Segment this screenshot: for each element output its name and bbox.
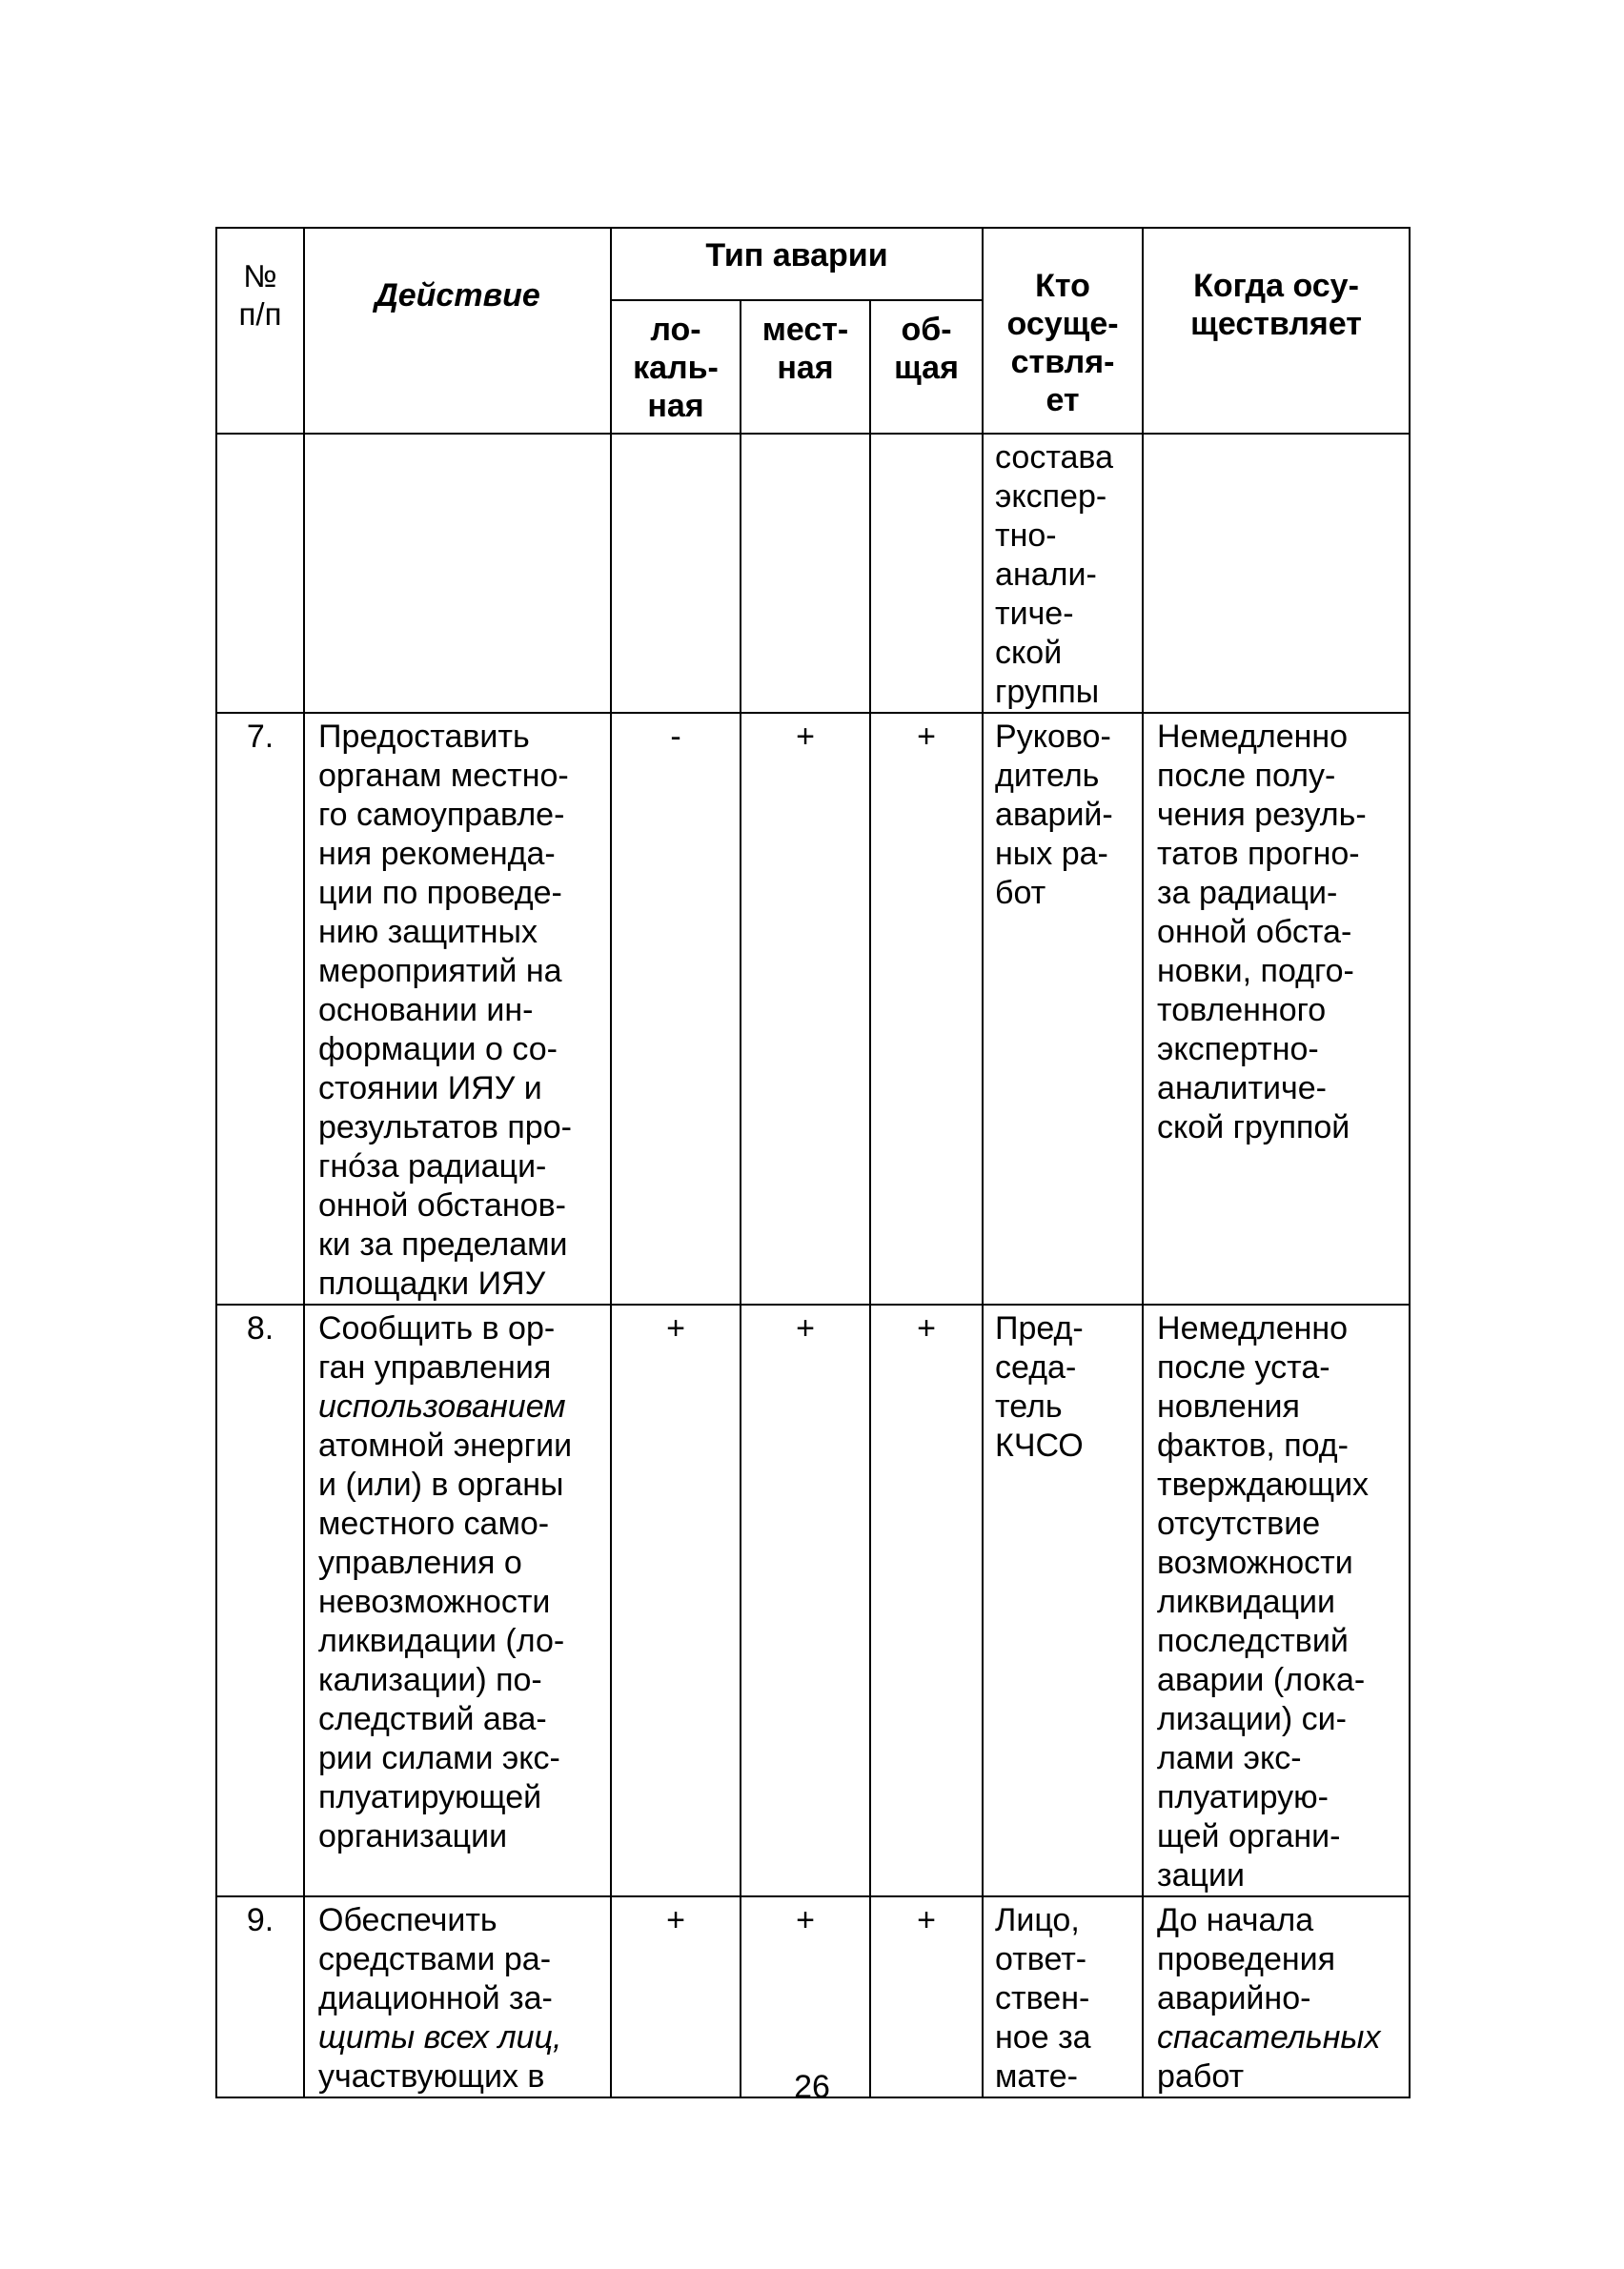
action-line-italic: щиты всех лиц, [318, 2019, 562, 2056]
action-line: кализации) по- [318, 1662, 542, 1698]
action-line: местного само- [318, 1506, 550, 1542]
who-cell: Лицо, ответ- ствен- ное за мате- [983, 1896, 1143, 2097]
action-cell: Предоставить органам местно- го самоуправле- ния рекоменда- ции по проведе- нию защитных мероприятий на основании ин- формации о со- стоянии ИЯУ и результатов про- гнóза радиаци- онной обстанов- ки за пределами площадки ИЯУ [304, 713, 611, 1305]
when-line: работ [1157, 2058, 1245, 2095]
local-cell [611, 434, 741, 713]
row-number-cell: 8. [216, 1305, 304, 1896]
action-line: невозможности [318, 1584, 551, 1620]
page-number: 26 [794, 2069, 830, 2105]
action-line: диационной за- [318, 1980, 553, 2016]
action-line: ликвидации (ло- [318, 1623, 565, 1659]
action-line: организации [318, 1818, 508, 1854]
action-line: и (или) в органы [318, 1467, 564, 1503]
row-number-cell [216, 434, 304, 713]
action-line: атомной энергии [318, 1428, 573, 1464]
action-cell [304, 434, 611, 713]
general-cell: + [870, 713, 983, 1305]
when-cell: Немедленно после уста- новления фактов, под- тверждающих отсутствие возможности ликвидации последствий аварии (лока- лизации) си- лами экс- плуатирую- щей органи- зации [1143, 1305, 1410, 1896]
action-line: ган управления [318, 1349, 552, 1386]
header-who: Кто осуще- ствля- ет [983, 228, 1143, 434]
header-num: № п/п [216, 228, 304, 434]
header-general: об- щая [870, 300, 983, 434]
general-cell: + [870, 1305, 983, 1896]
header-accident-type: Тип аварии [611, 228, 983, 300]
local-cell: - [611, 713, 741, 1305]
action-line: участвующих в [318, 2058, 545, 2095]
action-line: плуатирующей [318, 1779, 542, 1815]
action-cell [304, 1305, 611, 1896]
header-row-top [216, 228, 1410, 300]
general-cell: + [870, 1896, 983, 2097]
who-cell: Руково- дитель аварий- ных ра- бот [983, 713, 1143, 1305]
action-line: средствами ра- [318, 1941, 552, 1977]
action-line: следствий ава- [318, 1701, 547, 1737]
when-line: проведения [1157, 1941, 1336, 1977]
table-row [216, 434, 1410, 713]
action-line: управления о [318, 1545, 522, 1581]
row-number-cell: 9. [216, 1896, 304, 2097]
table-row [216, 1305, 1410, 1896]
general-cell [870, 434, 983, 713]
table-row [216, 713, 1410, 1305]
action-line-italic: использованием [318, 1388, 566, 1425]
when-cell: Немедленно после полу- чения резуль- татов прогно- за радиаци- онной обста- новки, подго- товленного экспертно- аналитиче- ской группой [1143, 713, 1410, 1305]
row-number-cell: 7. [216, 713, 304, 1305]
when-line-italic: спасательных [1157, 2019, 1381, 2056]
regional-cell: + [741, 713, 870, 1305]
regional-cell: + [741, 1305, 870, 1896]
action-line: рии силами экс- [318, 1740, 560, 1776]
emergency-actions-table [215, 227, 1411, 2098]
who-cell: Пред- седа- тель КЧСО [983, 1305, 1143, 1896]
local-cell: + [611, 1305, 741, 1896]
local-cell: + [611, 1896, 741, 2097]
when-line: аварийно- [1157, 1980, 1311, 2016]
regional-cell: + [741, 1896, 870, 2097]
header-regional: мест- ная [741, 300, 870, 434]
header-action: Действие [304, 228, 611, 434]
when-line: До начала [1157, 1902, 1314, 1938]
when-cell [1143, 434, 1410, 713]
who-cell: состава экспер- тно- анали- тиче- ской группы [983, 434, 1143, 713]
regional-cell [741, 434, 870, 713]
header-local: ло- каль- ная [611, 300, 741, 434]
header-when: Когда осу- ществляет [1143, 228, 1410, 434]
action-line: Обеспечить [318, 1902, 497, 1938]
action-line: Сообщить в ор- [318, 1310, 556, 1347]
